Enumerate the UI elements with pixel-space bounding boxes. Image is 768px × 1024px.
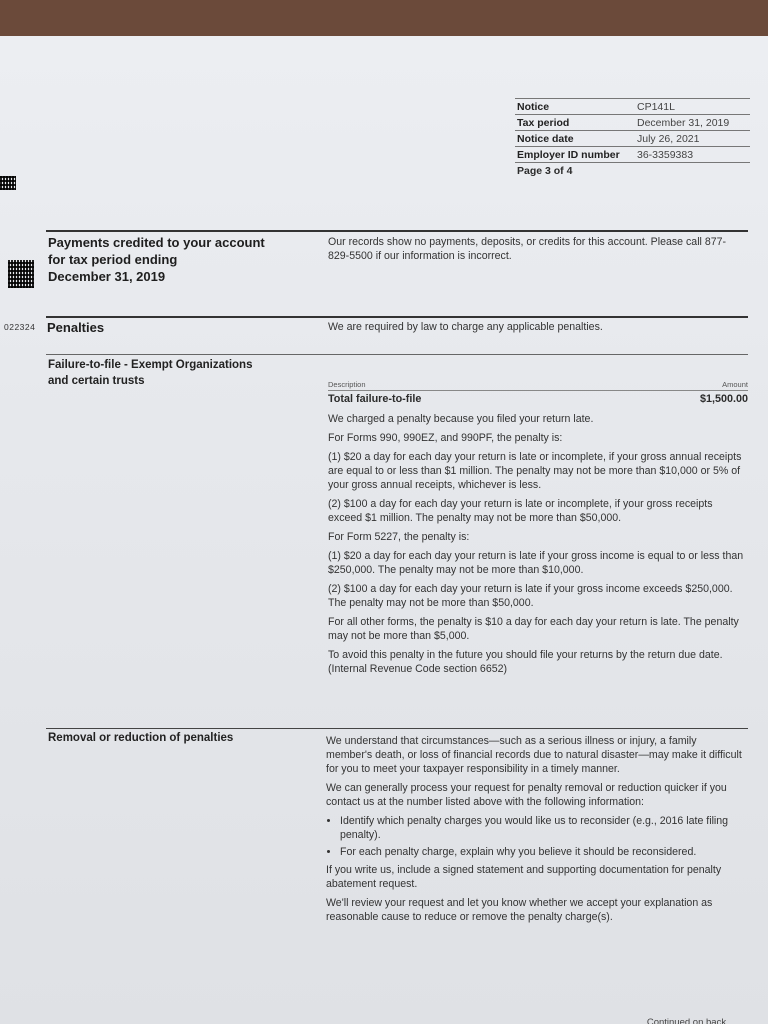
section-divider <box>46 316 748 318</box>
removal-paragraph: We can generally process your request for penalty removal or reduction quicker if you contact us at the number listed above with the following information: <box>326 782 727 808</box>
payments-text: Our records show no payments, deposits, or credits for this account. Please call 877-829-5500 if our information is incorrect. <box>328 236 727 262</box>
header-row-tax-period <box>515 114 750 130</box>
section-divider <box>46 728 748 729</box>
page-number: Page 3 of 4 <box>515 162 750 178</box>
removal-bullet-list <box>326 814 742 859</box>
total-label: Total failure-to-file <box>328 393 422 405</box>
column-headers <box>328 380 748 389</box>
failure-explanation <box>328 412 746 681</box>
qr-code-icon <box>8 260 34 288</box>
total-failure-row <box>328 390 748 405</box>
failure-title-line: Failure-to-file - Exempt Organizations <box>48 359 253 371</box>
header-value: December 31, 2019 <box>637 116 730 129</box>
removal-paragraph: We'll review your request and let you know whether we accept your explanation as reasonable cause to reduce or remove the penalty charge(s). <box>326 897 713 923</box>
failure-paragraph: (1) $20 a day for each day your return is late if your gross income is equal to or less than $250,000. The penalty may not be more than $10,000. <box>328 550 744 576</box>
penalties-title: Penalties <box>47 320 105 335</box>
failure-paragraph: To avoid this penalty in the future you should file your returns by the return due date. (Internal Revenue Code section 6652) <box>328 649 723 675</box>
header-label: Tax period <box>517 116 570 129</box>
notice-page <box>0 36 768 1024</box>
header-value: July 26, 2021 <box>637 132 700 145</box>
failure-title-line: and certain trusts <box>48 375 145 387</box>
failure-paragraph: (1) $20 a day for each day your return is late or incomplete, if your gross annual receipts are equal to or less than $1 million. The penalty may not be more than $10,000 or 5% of your gross annual receipts, whichever is less. <box>328 451 742 491</box>
header-label: Notice <box>517 100 550 113</box>
payments-title-line: for tax period ending <box>48 252 178 267</box>
header-value: 36-3359383 <box>637 148 694 161</box>
total-amount: $1,500.00 <box>699 393 748 405</box>
payments-title <box>48 234 308 285</box>
failure-paragraph: For Form 5227, the penalty is: <box>328 531 470 543</box>
list-item: • Identify which penalty charges you would like us to reconsider (e.g., 2016 late filing penalty). <box>340 814 742 842</box>
description-column-header: Description <box>328 380 366 389</box>
header-label: Employer ID number <box>517 148 620 161</box>
payments-title-line: December 31, 2019 <box>48 269 166 284</box>
payments-title-line: Payments credited to your account <box>48 235 265 250</box>
amount-column-header: Amount <box>722 380 748 389</box>
section-divider <box>46 230 748 232</box>
header-value: CP141L <box>637 100 675 113</box>
failure-paragraph: For all other forms, the penalty is $10 a day for each day your return is late. The penalty may not be more than $5,000. <box>328 616 739 642</box>
failure-paragraph: (2) $100 a day for each day your return is late if your gross income exceeds $250,000. The penalty may not be more than $50,000. <box>328 583 733 609</box>
failure-paragraph: We charged a penalty because you filed your return late. <box>328 413 594 425</box>
notice-header-table <box>515 98 750 178</box>
penalties-text: We are required by law to charge any applicable penalties. <box>328 321 603 333</box>
failure-paragraph: (2) $100 a day for each day your return is late or incomplete, if your gross receipts exceed $1 million. The penalty may not be more than $50,000. <box>328 498 713 524</box>
header-row-notice-date <box>515 130 750 146</box>
header-row-employer-id <box>515 146 750 162</box>
removal-paragraph: We understand that circumstances—such as a serious illness or injury, a family member's death, or loss of financial records due to natural disaster—may make it difficult for you to meet your taxpayer responsibility in a timely manner. <box>326 735 742 775</box>
section-divider <box>46 354 748 355</box>
removal-paragraph: If you write us, include a signed statement and supporting documentation for penalty abatement request. <box>326 864 722 890</box>
failure-to-file-title <box>48 357 308 389</box>
continued-on-back: Continued on back... <box>646 1017 734 1024</box>
header-label: Notice date <box>517 132 574 145</box>
removal-title: Removal or reduction of penalties <box>48 732 234 744</box>
list-item: • For each penalty charge, explain why you believe it should be reconsidered. <box>340 845 742 859</box>
removal-text <box>326 734 742 929</box>
document-id: 022324 <box>4 322 36 332</box>
header-row-notice <box>515 98 750 114</box>
failure-paragraph: For Forms 990, 990EZ, and 990PF, the penalty is: <box>328 432 563 444</box>
barcode-icon <box>0 176 16 190</box>
